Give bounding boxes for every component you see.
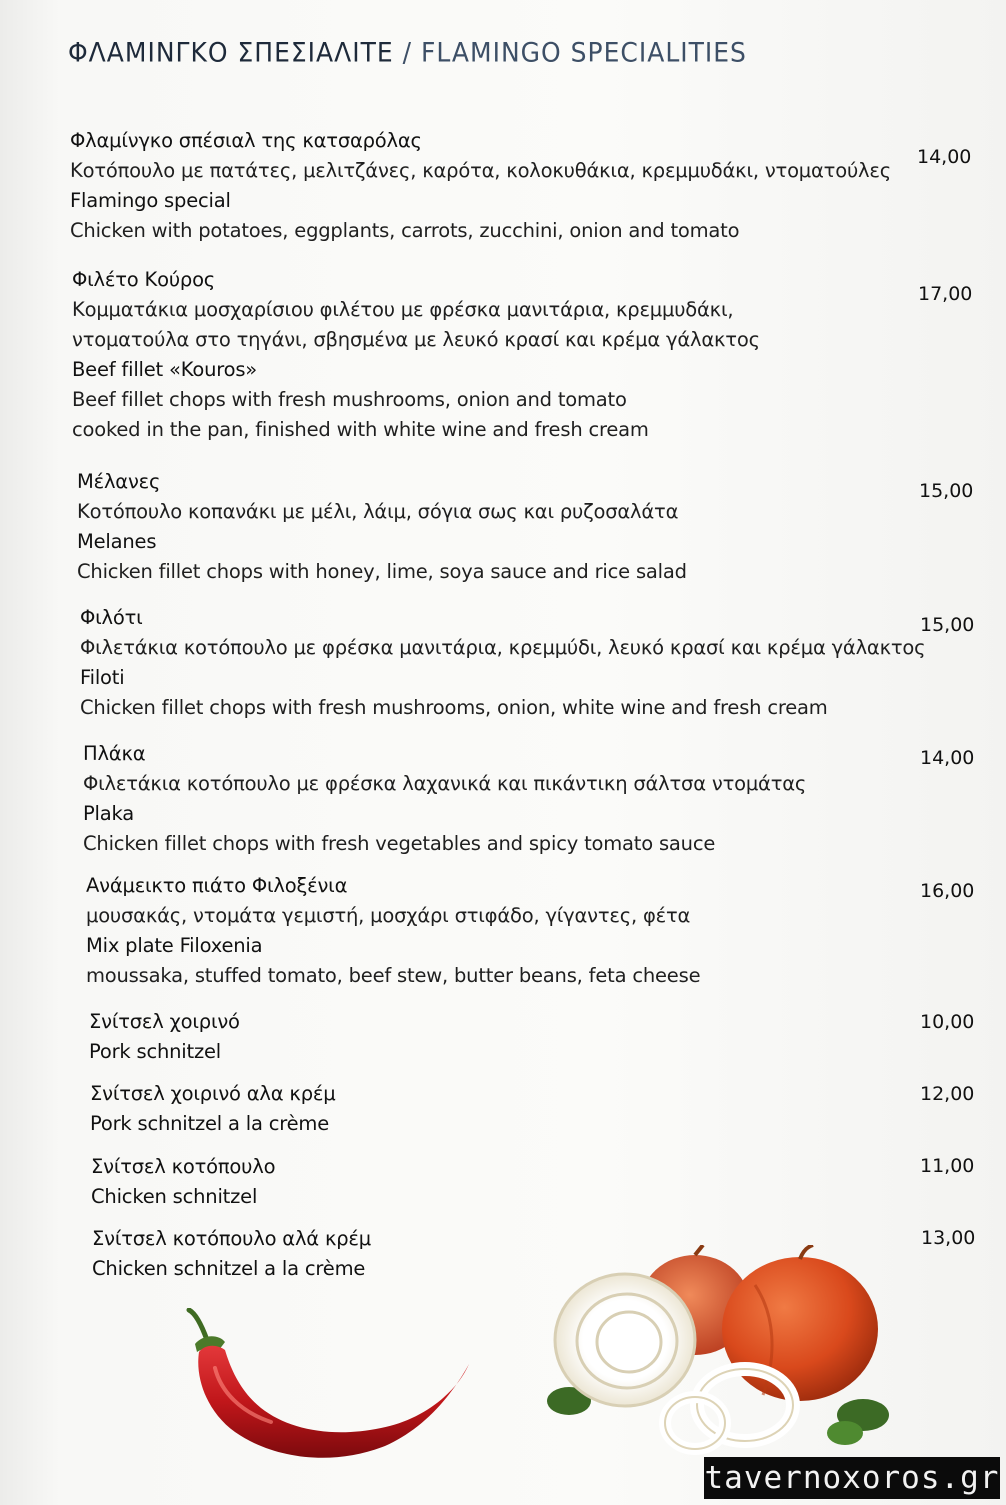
title-separator: / (393, 36, 422, 69)
item-desc-greek: μουσακάς, ντομάτα γεμιστή, μοσχάρι στιφάδο, γίγαντες, φέτα (86, 904, 691, 927)
item-price: 17,00 (918, 283, 973, 305)
item-desc-english: moussaka, stuffed tomato, beef stew, butter beans, feta cheese (86, 964, 701, 987)
item-price: 14,00 (917, 146, 972, 168)
item-name-greek: Ανάμεικτο πιάτο Φιλοξένια (86, 874, 348, 897)
menu-item (89, 1007, 240, 1067)
menu-item (72, 265, 760, 445)
item-desc-english: cooked in the pan, finished with white wine and fresh cream (72, 418, 649, 441)
item-name-english: Beef fillet «Kouros» (72, 358, 258, 381)
item-desc-english: Chicken with potatoes, eggplants, carrots, zucchini, onion and tomato (70, 219, 740, 242)
menu-item (80, 603, 925, 723)
item-name-greek: Σνίτσελ κοτόπουλο (91, 1155, 276, 1178)
item-price: 15,00 (920, 614, 975, 636)
item-name-greek: Μέλανες (77, 470, 161, 493)
item-name-greek: Σνίτσελ κοτόπουλο αλά κρέμ (92, 1227, 371, 1250)
item-desc-english: Chicken fillet chops with fresh vegetables and spicy tomato sauce (83, 832, 716, 855)
item-price: 13,00 (921, 1227, 976, 1249)
menu-item (91, 1152, 275, 1212)
menu-item (70, 126, 891, 246)
item-price: 14,00 (920, 747, 975, 769)
menu-item (86, 871, 700, 991)
item-name-greek: Σνίτσελ χοιρινό (89, 1010, 240, 1033)
item-name-english: Melanes (77, 530, 157, 553)
watermark-text: tavernoxoros.gr (704, 1460, 1000, 1496)
item-name-english: Chicken schnitzel (91, 1185, 258, 1208)
item-desc-greek: Φιλετάκια κοτόπουλο με φρέσκα λαχανικά και πικάντικη σάλτσα ντομάτας (83, 772, 807, 795)
title-greek: ΦΛΑΜΙΝΓΚΟ ΣΠΕΣΙΑΛΙΤΕ (68, 36, 394, 69)
item-name-greek: Πλάκα (83, 742, 146, 765)
item-name-greek: Σνίτσελ χοιρινό αλα κρέμ (90, 1082, 336, 1105)
item-price: 11,00 (920, 1155, 975, 1177)
chili-pepper-image (185, 1308, 475, 1473)
item-price: 12,00 (920, 1083, 975, 1105)
item-name-english: Mix plate Filoxenia (86, 934, 263, 957)
watermark (704, 1457, 1000, 1499)
item-name-greek: Φιλότι (80, 606, 143, 629)
menu-item (90, 1079, 335, 1139)
title-english: FLAMINGO SPECIALITIES (421, 36, 747, 69)
item-price: 15,00 (919, 480, 974, 502)
item-desc-english: Beef fillet chops with fresh mushrooms, onion and tomato (72, 388, 627, 411)
onions-image (545, 1245, 890, 1455)
item-desc-english: Chicken fillet chops with honey, lime, soya sauce and rice salad (77, 560, 687, 583)
item-name-english: Filoti (80, 666, 125, 689)
item-price: 16,00 (920, 880, 975, 902)
item-name-english: Plaka (83, 802, 135, 825)
item-desc-greek: Φιλετάκια κοτόπουλο με φρέσκα μανιτάρια, κρεμμύδι, λευκό κρασί και κρέμα γάλακτος (80, 636, 926, 659)
item-price: 10,00 (920, 1011, 975, 1033)
item-desc-greek: Κοτόπουλο με πατάτες, μελιτζάνες, καρότα, κολοκυθάκια, κρεμμυδάκι, ντοματούλες (70, 159, 891, 182)
menu-item (77, 467, 687, 587)
item-name-english: Pork schnitzel a la crème (90, 1112, 330, 1135)
page-title (68, 37, 747, 68)
item-desc-greek: Κομματάκια μοσχαρίσιου φιλέτου με φρέσκα μανιτάρια, κρεμμυδάκι, (72, 298, 734, 321)
item-desc-greek: Κοτόπουλο κοπανάκι με μέλι, λάιμ, σόγια σως και ρυζοσαλάτα (77, 500, 679, 523)
item-name-english: Pork schnitzel (89, 1040, 222, 1063)
menu-item (83, 739, 806, 859)
item-desc-english: Chicken fillet chops with fresh mushrooms, onion, white wine and fresh cream (80, 696, 828, 719)
item-name-greek: Φλαμίνγκο σπέσιαλ της κατσαρόλας (70, 129, 422, 152)
menu-item (92, 1224, 371, 1284)
item-name-greek: Φιλέτο Κούρος (72, 268, 216, 291)
item-name-english: Flamingo special (70, 189, 231, 212)
item-name-english: Chicken schnitzel a la crème (92, 1257, 366, 1280)
item-desc-greek: ντοματούλα στο τηγάνι, σβησμένα με λευκό κρασί και κρέμα γάλακτος (72, 328, 760, 351)
